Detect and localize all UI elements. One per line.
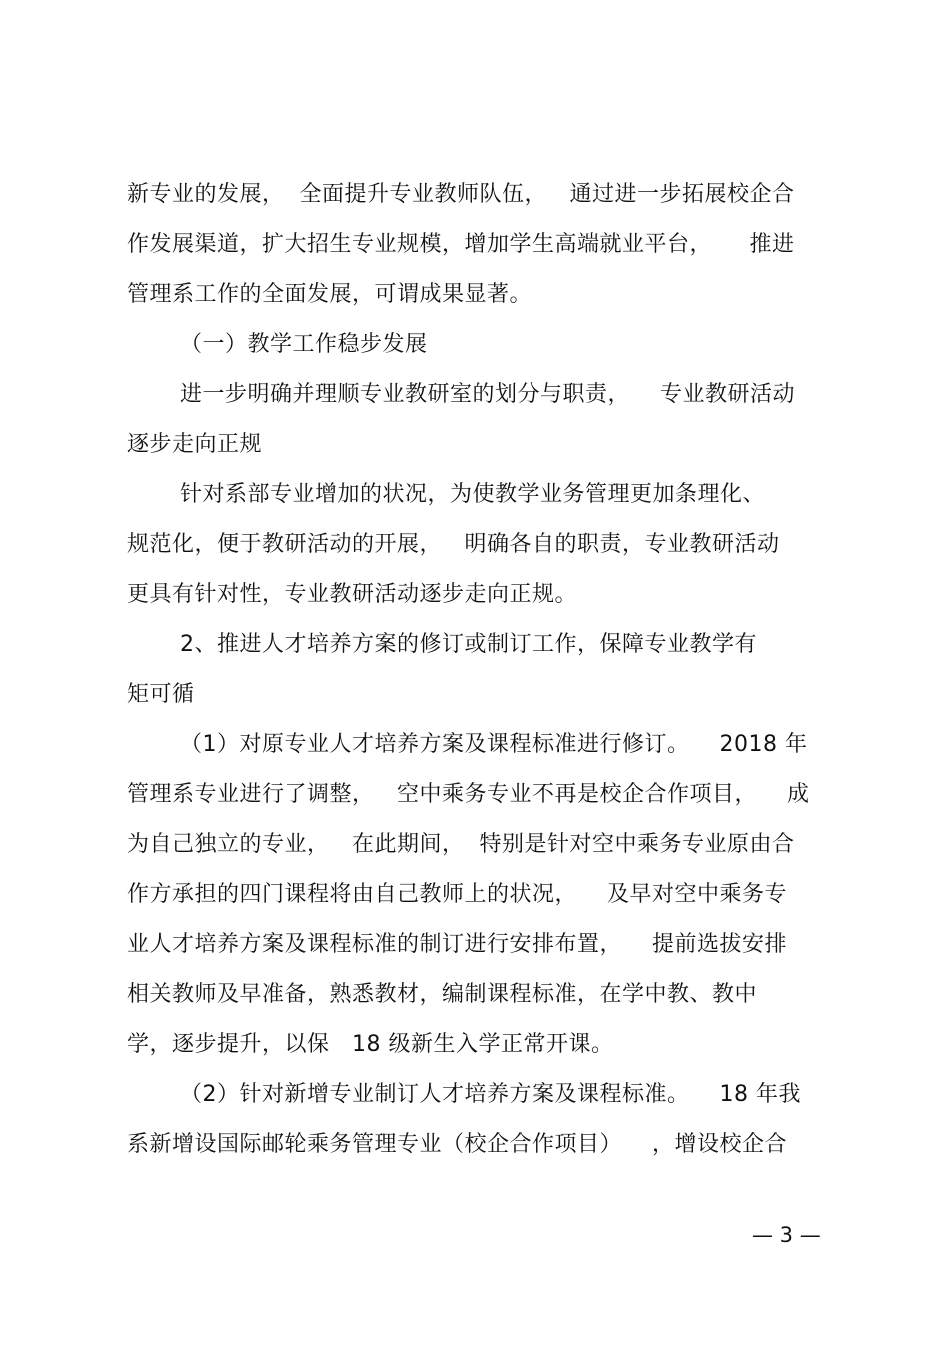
text-line: 管理系工作的全面发展，可谓成果显著。 (127, 282, 533, 307)
page-number: — 3 — (752, 1223, 821, 1247)
text-line: 相关教师及早准备，熟悉教材，编制课程标准，在学中教、教中 (127, 982, 758, 1007)
text-line: 系新增设国际邮轮乘务管理专业（校企合作项目） ，增设校企合 (127, 1132, 787, 1157)
text-line: 针对系部专业增加的状况，为使教学业务管理更加条理化、 (180, 482, 766, 507)
text-line: 矩可循 (127, 682, 195, 707)
text-line: （2）针对新增专业制订人才培养方案及课程标准。 18 年我 (180, 1082, 801, 1107)
text-line: 作发展渠道，扩大招生专业规模，增加学生高端就业平台， 推进 (127, 232, 795, 257)
text-line: 逐步走向正规 (127, 432, 263, 457)
text-line: 业人才培养方案及课程标准的制订进行安排布置， 提前选拔安排 (127, 932, 787, 957)
text-line: 进一步明确并理顺专业教研室的划分与职责， 专业教研活动 (180, 382, 795, 407)
text-line: 为自己独立的专业， 在此期间， 特别是针对空中乘务专业原由合 (127, 832, 795, 857)
text-line: 新专业的发展， 全面提升专业教师队伍， 通过进一步拓展校企合 (127, 182, 795, 207)
section-heading: （一）教学工作稳步发展 (180, 332, 428, 357)
text-line: 管理系专业进行了调整， 空中乘务专业不再是校企合作项目， 成 (127, 782, 810, 807)
text-line: 更具有针对性，专业教研活动逐步走向正规。 (127, 582, 578, 607)
text-line: 作方承担的四门课程将由自己教师上的状况， 及早对空中乘务专 (127, 882, 787, 907)
subsection-heading: 2、推进人才培养方案的修订或制订工作，保障专业教学有 (180, 632, 757, 657)
text-line: 规范化，便于教研活动的开展， 明确各自的职责，专业教研活动 (127, 532, 780, 557)
text-line: （1）对原专业人才培养方案及课程标准进行修订。 2018 年 (180, 732, 808, 757)
text-line: 学，逐步提升，以保 18 级新生入学正常开课。 (127, 1032, 614, 1057)
